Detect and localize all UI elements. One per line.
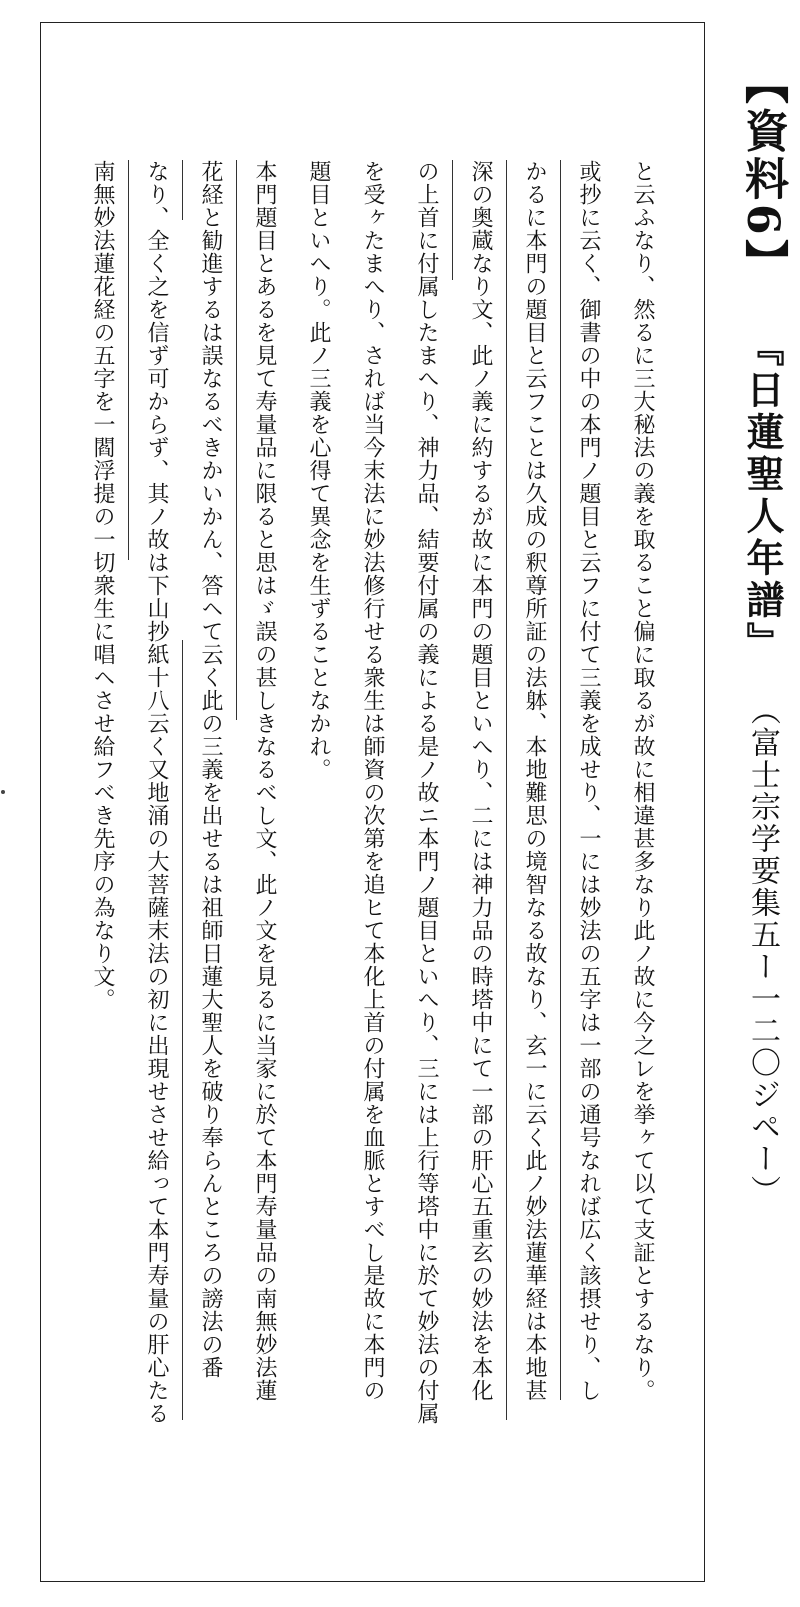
emphasis-rule — [182, 160, 183, 220]
text-line-5: の上首に付属したまへり、神力品、結要付属の義による是ノ故ニ本門ノ題目といへり、三には上行等塔中に於て妙法の付属 — [414, 160, 439, 1425]
emphasis-rule — [128, 160, 129, 560]
text-line-7: 題目といへり。此ノ三義を心得て異念を生ずることなかれ。 — [306, 160, 331, 781]
text-line-1: と云ふなり、然るに三大秘法の義を取ること偏に取るが故に相違甚多なり此ノ故に今之レを挙ヶて以て支証とするなり。 — [630, 160, 655, 1402]
book-title: 『日蓮聖人年譜』 — [740, 327, 785, 664]
source-reference: （富士宗学要集五ー一二〇ジペー） — [745, 694, 780, 1207]
emphasis-rule — [506, 160, 507, 1420]
text-line-9: 花経と勧進するは誤なるべきかいかん、答ヘて云く此の三義を出せるは祖師日蓮大聖人を破り奉らんところの謗法の番 — [198, 160, 223, 1379]
text-line-3: かるに本門の題目と云フことは久成の釈尊所証の法躰、本地難思の境智なる故なり、玄一に云く此ノ妙法蓮華経は本地甚 — [522, 160, 547, 1402]
emphasis-rule — [182, 640, 183, 1420]
text-line-10: なり、全く之を信ず可からず、其ノ故は下山抄紙十八云く又地涌の大菩薩末法の初に出現せさせ給って本門寿量の肝心たる — [144, 160, 169, 1425]
text-line-6: を受ヶたまへり、されば当今末法に妙法修行せる衆生は師資の次第を追ヒて本化上首の付属を血脈とすべし是故に本門の — [360, 160, 385, 1402]
text-line-11: 南無妙法蓮花経の五字を一閻浮提の一切衆生に唱ヘさせ給フべき先序の為なり文。 — [90, 160, 115, 1011]
material-label: 【資料6】 — [737, 60, 788, 287]
emphasis-rule — [560, 160, 561, 1400]
emphasis-rule — [236, 160, 237, 720]
margin-mark — [1, 790, 5, 794]
emphasis-rule — [452, 160, 453, 280]
page-heading — [730, 60, 794, 1207]
text-line-4: 深の奥蔵なり文、此ノ義に約するが故に本門の題目といへり、二には神力品の時塔中にて一部の肝心五重玄の妙法を本化 — [468, 160, 493, 1402]
text-line-8: 本門題目とあるを見て寿量品に限ると思はゞ誤の甚しきなるべし文、此ノ文を見るに当家に於て本門寿量品の南無妙法蓮 — [252, 160, 277, 1402]
text-line-2: 或抄に云く、御書の中の本門ノ題目と云フに付て三義を成せり、一には妙法の五字は一部の通号なれば広く該摂せり、し — [576, 160, 601, 1402]
